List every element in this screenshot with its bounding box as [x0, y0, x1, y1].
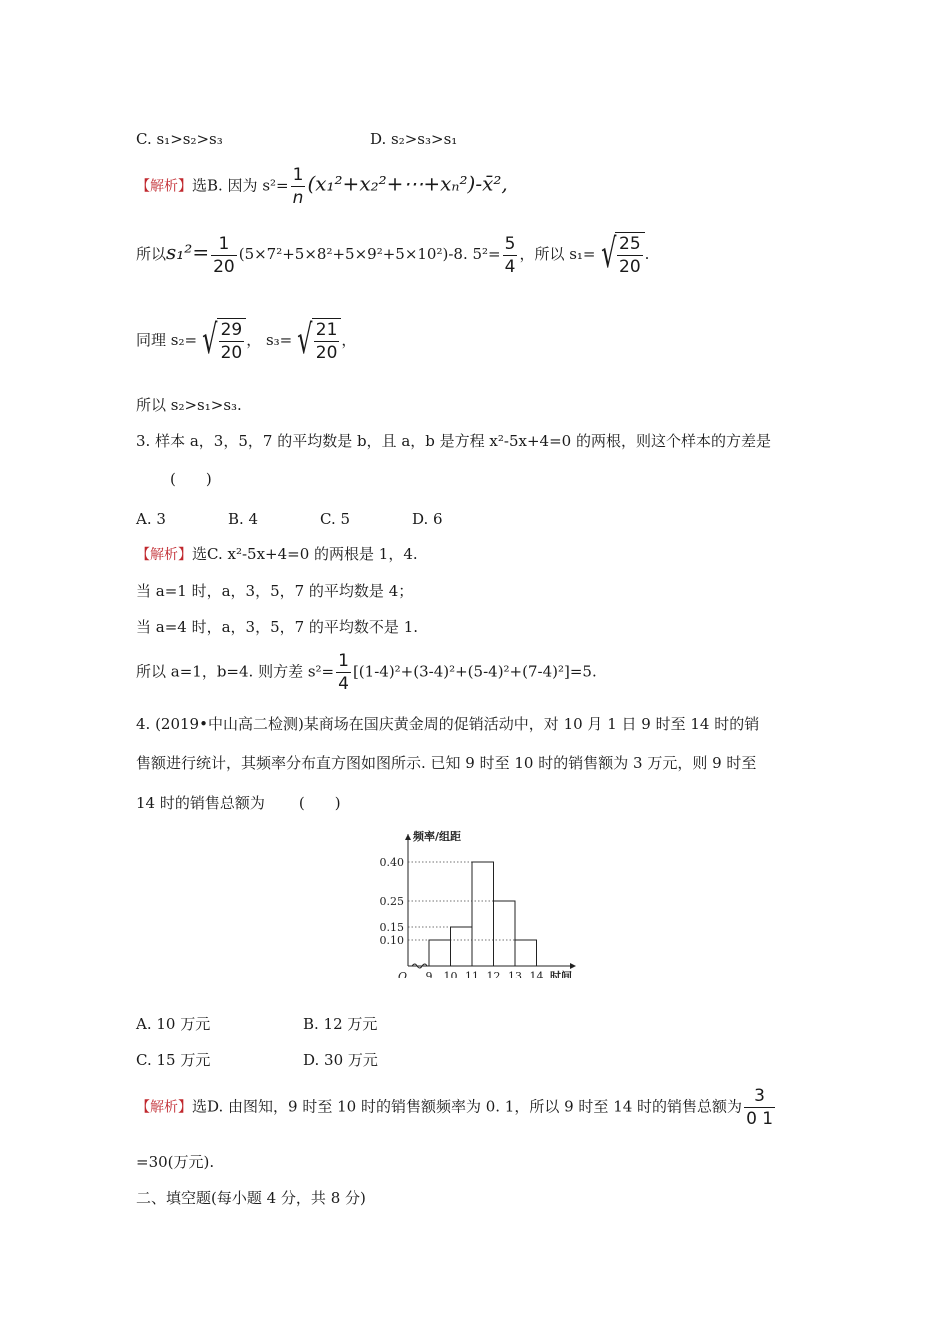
option-c-line — [136, 128, 223, 150]
histogram-bar — [451, 927, 473, 966]
solution-text: 当 a=1 时，a，3，5，7 的平均数是 4； — [136, 582, 414, 600]
option-d: D. s₂>s₃>s₁ — [370, 130, 458, 148]
q3-option-a — [136, 508, 166, 530]
q4-solution — [136, 1085, 777, 1130]
question-3-paren — [170, 468, 212, 490]
solution-2-line2 — [136, 232, 649, 278]
fraction — [314, 319, 340, 364]
x-tick-label: 14 — [529, 970, 544, 978]
histogram-svg — [370, 826, 590, 978]
y-tick-label: 0.15 — [379, 921, 404, 934]
y-axis-arrow — [405, 834, 411, 840]
option-d: D. 30 万元 — [303, 1051, 378, 1069]
denominator: 4 — [504, 256, 516, 277]
denominator: 0 1 — [746, 1109, 774, 1129]
question-4-text: 售额进行统计，其频率分布直方图如图所示. 已知 9 时至 10 时的销售额为 3 万元，则 9 时至 — [136, 754, 757, 772]
question-4-line1 — [136, 713, 759, 735]
s3-text: ， s₃= — [246, 331, 293, 349]
conclusion-line — [136, 394, 242, 416]
variance-formula: (x₁²+x₂²+⋯+xₙ²)-x̄², — [307, 171, 508, 196]
q4-solution-2 — [136, 1151, 214, 1173]
solution-text: =30(万元). — [136, 1153, 215, 1171]
comma: ， — [341, 331, 357, 349]
numerator: 29 — [220, 320, 243, 340]
q3-solution-1 — [136, 543, 418, 566]
so-text: 所以 — [136, 245, 167, 263]
fraction — [211, 233, 237, 278]
variance-expression: [(1-4)²+(3-4)²+(5-4)²+(7-4)²]=5. — [352, 662, 597, 681]
x-tick-label: 12 — [486, 970, 501, 978]
fraction — [617, 233, 643, 278]
solution-2-line3 — [136, 318, 356, 364]
numerator: 5 — [504, 233, 516, 254]
question-3 — [136, 430, 771, 452]
so-s1-text: ，所以 s₁= — [519, 245, 596, 263]
q4-option-a — [136, 1013, 210, 1035]
fraction — [291, 164, 306, 209]
question-4-text: 14 时的销售总额为 — [136, 794, 265, 812]
expression: (5×7²+5×8²+5×9²+5×10²)-8. 5²= — [238, 245, 501, 263]
option-a: A. 3 — [136, 510, 166, 528]
option-c: C. 5 — [320, 510, 351, 528]
option-d: D. 6 — [412, 510, 443, 528]
histogram-bar — [472, 862, 494, 966]
solution-text: 选C. x²-5x+4=0 的两根是 1，4. — [192, 545, 418, 563]
s1-squared: s₁²= — [166, 240, 210, 264]
square-root — [197, 318, 246, 364]
analysis-tag: 【解析】 — [136, 547, 192, 563]
period: . — [644, 245, 650, 263]
answer-paren: ( ) — [298, 794, 341, 812]
question-4-text: 4. (2019•中山高二检测)某商场在国庆黄金周的促销活动中，对 10 月 1 日 9 时至 14 时的销 — [136, 715, 760, 733]
option-c: C. 15 万元 — [136, 1051, 211, 1069]
denominator: 20 — [220, 343, 243, 363]
histogram — [370, 826, 590, 982]
histogram-bar — [494, 901, 516, 966]
y-axis-label: 频率/组距 — [413, 830, 462, 843]
numerator: 1 — [292, 165, 304, 185]
q4-option-d — [303, 1049, 378, 1071]
numerator: 3 — [744, 1085, 775, 1108]
section-title: 二、填空题(每小题 4 分，共 8 分) — [136, 1189, 366, 1207]
q3-solution-3 — [136, 616, 418, 638]
option-a: A. 10 万元 — [136, 1015, 211, 1033]
option-b: B. 4 — [228, 510, 259, 528]
origin-label: O — [398, 970, 408, 978]
similarly-text: 同理 s₂= — [136, 331, 198, 349]
fraction — [744, 1085, 775, 1130]
answer-paren: ( ) — [170, 470, 212, 488]
y-tick-label: 0.40 — [379, 856, 404, 869]
q3-option-d — [412, 508, 443, 530]
x-tick-label: 13 — [508, 970, 522, 978]
histogram-bar — [515, 940, 537, 966]
q4-option-b — [303, 1013, 377, 1035]
solution-2-line1 — [136, 164, 508, 209]
solution-text: 所以 a=1，b=4. 则方差 s²= — [136, 662, 335, 681]
square-root — [292, 318, 341, 364]
fraction — [219, 319, 245, 364]
radical-sign: √ — [297, 317, 313, 363]
denominator: n — [292, 188, 304, 208]
analysis-tag: 【解析】 — [136, 1099, 192, 1116]
solution-text: 选B. 因为 s²= — [192, 176, 289, 195]
q3-option-c — [320, 508, 350, 530]
x-tick-label: 10 — [443, 970, 458, 978]
histogram-bar — [429, 940, 451, 966]
radical-sign: √ — [202, 317, 218, 363]
radical-sign: √ — [600, 231, 616, 277]
denominator: 4 — [338, 674, 349, 694]
denominator: 20 — [213, 256, 235, 277]
y-tick-label: 0.10 — [379, 934, 404, 947]
numerator: 1 — [211, 233, 237, 256]
question-4-line3 — [136, 792, 341, 814]
fraction — [336, 650, 351, 695]
denominator: 20 — [619, 257, 641, 277]
q3-solution-2 — [136, 580, 413, 602]
analysis-tag: 【解析】 — [136, 178, 192, 195]
x-axis-label: 时间 — [550, 970, 572, 978]
option-d-line — [370, 128, 457, 150]
x-tick-label: 11 — [465, 970, 479, 978]
q4-option-c — [136, 1049, 210, 1071]
section-2-heading — [136, 1187, 366, 1209]
option-c: C. s₁>s₂>s₃ — [136, 130, 223, 148]
option-b: B. 12 万元 — [303, 1015, 378, 1033]
denominator: 20 — [315, 343, 338, 363]
x-axis-arrow — [570, 963, 576, 969]
solution-text: 当 a=4 时，a，3，5，7 的平均数不是 1. — [136, 618, 419, 636]
square-root — [596, 232, 645, 278]
question-3-text: 3. 样本 a，3，5，7 的平均数是 b，且 a，b 是方程 x²-5x+4=0 的两根，则这个样本的方差是 — [136, 432, 771, 450]
q3-option-b — [228, 508, 258, 530]
y-tick-label: 0.25 — [379, 895, 404, 908]
numerator: 25 — [619, 234, 641, 254]
conclusion: 所以 s₂>s₁>s₃. — [136, 396, 242, 414]
fraction — [503, 233, 518, 278]
x-tick-label: 9 — [425, 970, 433, 978]
q3-solution-4 — [136, 650, 597, 695]
solution-text: 选D. 由图知，9 时至 10 时的销售额频率为 0. 1，所以 9 时至 14 时的销售总额为 — [192, 1097, 743, 1116]
numerator: 1 — [338, 651, 349, 671]
numerator: 21 — [315, 320, 338, 340]
question-4-line2 — [136, 752, 756, 774]
